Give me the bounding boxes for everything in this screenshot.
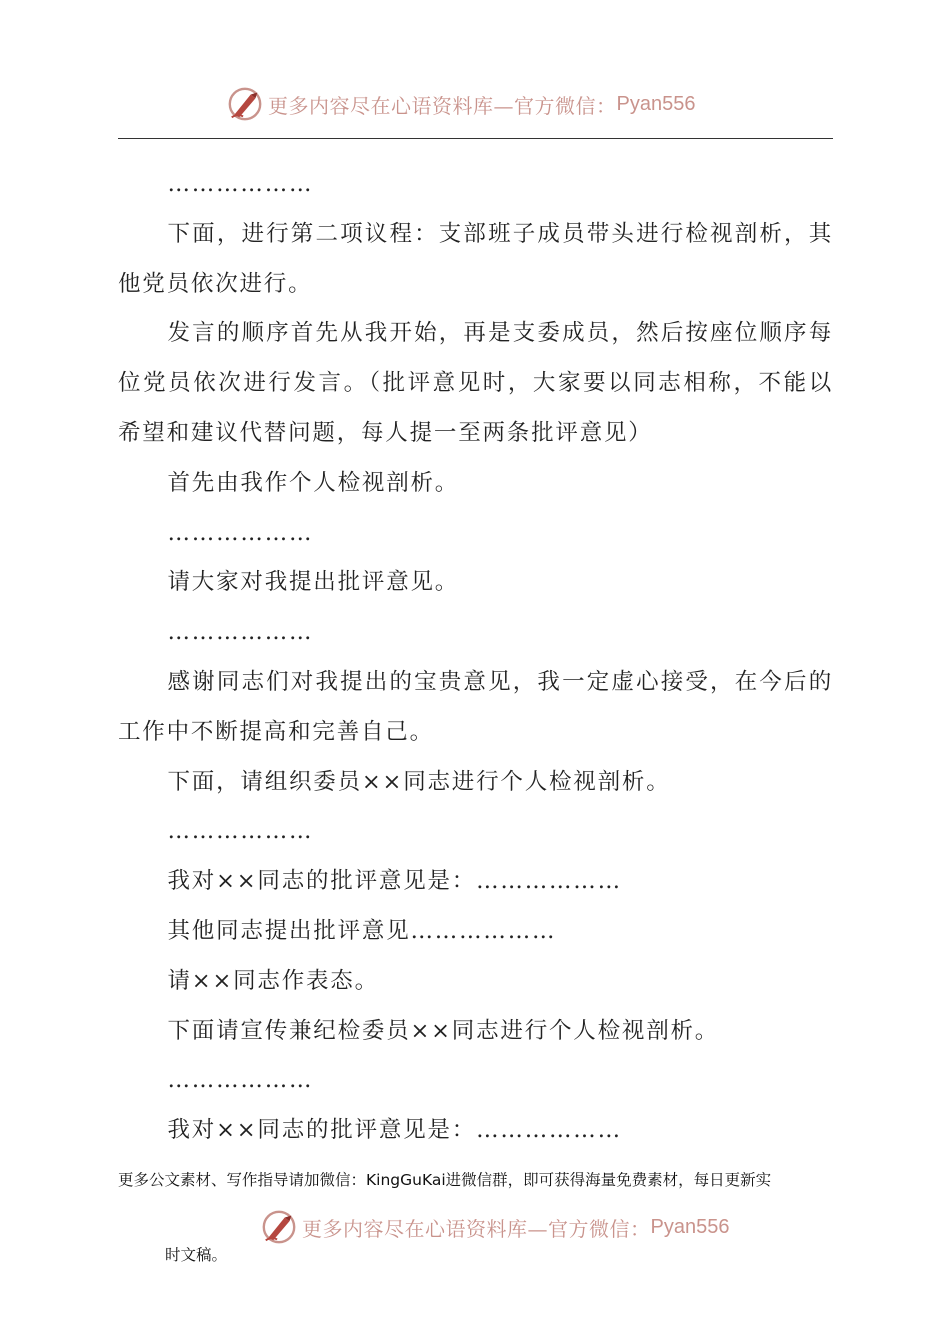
paragraph: ……………… — [167, 171, 314, 197]
paragraph: 下面，请组织委员××同志进行个人检视剖析。 — [167, 768, 671, 795]
header-banner-text: 更多内容尽在心语资料库—官方微信： — [268, 93, 617, 118]
paragraph: 发言的顺序首先从我开始，再是支委成员，然后按座位顺序每位党员依次进行发言。（批评意见时，大家要以同志相称，不能以希望和建议代替问题，每人提一至两条批评意见） — [118, 320, 833, 446]
paragraph: 首先由我作个人检视剖析。 — [167, 469, 460, 496]
paragraph: 下面，进行第二项议程：支部班子成员带头进行检视剖析，其他党员依次进行。 — [118, 220, 833, 297]
paragraph: ……………… — [167, 818, 314, 845]
footer-promo-note-tail: 时文稿。 — [165, 1246, 228, 1264]
paragraph: ……………… — [167, 519, 314, 546]
paragraph: 请大家对我提出批评意见。 — [167, 569, 460, 596]
pen-nib-logo-icon — [260, 1208, 298, 1246]
paragraph: ……………… — [167, 619, 314, 646]
paragraph: 我对××同志的批评意见是：……………… — [167, 868, 622, 895]
paragraph: 我对××同志的批评意见是：……………… — [167, 1117, 622, 1144]
document-body — [118, 160, 833, 1156]
footer-banner-wechat-id: Pyan556 — [650, 1215, 730, 1238]
paragraph: 请××同志作表态。 — [167, 967, 379, 994]
header-banner — [226, 84, 695, 124]
footer-promo-note: 更多公文素材、写作指导请加微信：KingGuKai进微信群，即可获得海量免费素材，每日更新实 — [118, 1171, 772, 1189]
paragraph: 感谢同志们对我提出的宝贵意见，我一定虚心接受，在今后的工作中不断提高和完善自己。 — [118, 668, 833, 745]
header-divider — [118, 138, 833, 139]
footer-banner — [260, 1207, 729, 1247]
paragraph: 下面请宣传兼纪检委员××同志进行个人检视剖析。 — [167, 1017, 720, 1044]
footer-banner-text: 更多内容尽在心语资料库—官方微信： — [302, 1216, 651, 1241]
pen-nib-logo-icon — [226, 85, 264, 123]
paragraph: ……………… — [167, 1067, 314, 1094]
paragraph: 其他同志提出批评意见……………… — [167, 917, 557, 944]
header-banner-wechat-id: Pyan556 — [616, 92, 696, 115]
